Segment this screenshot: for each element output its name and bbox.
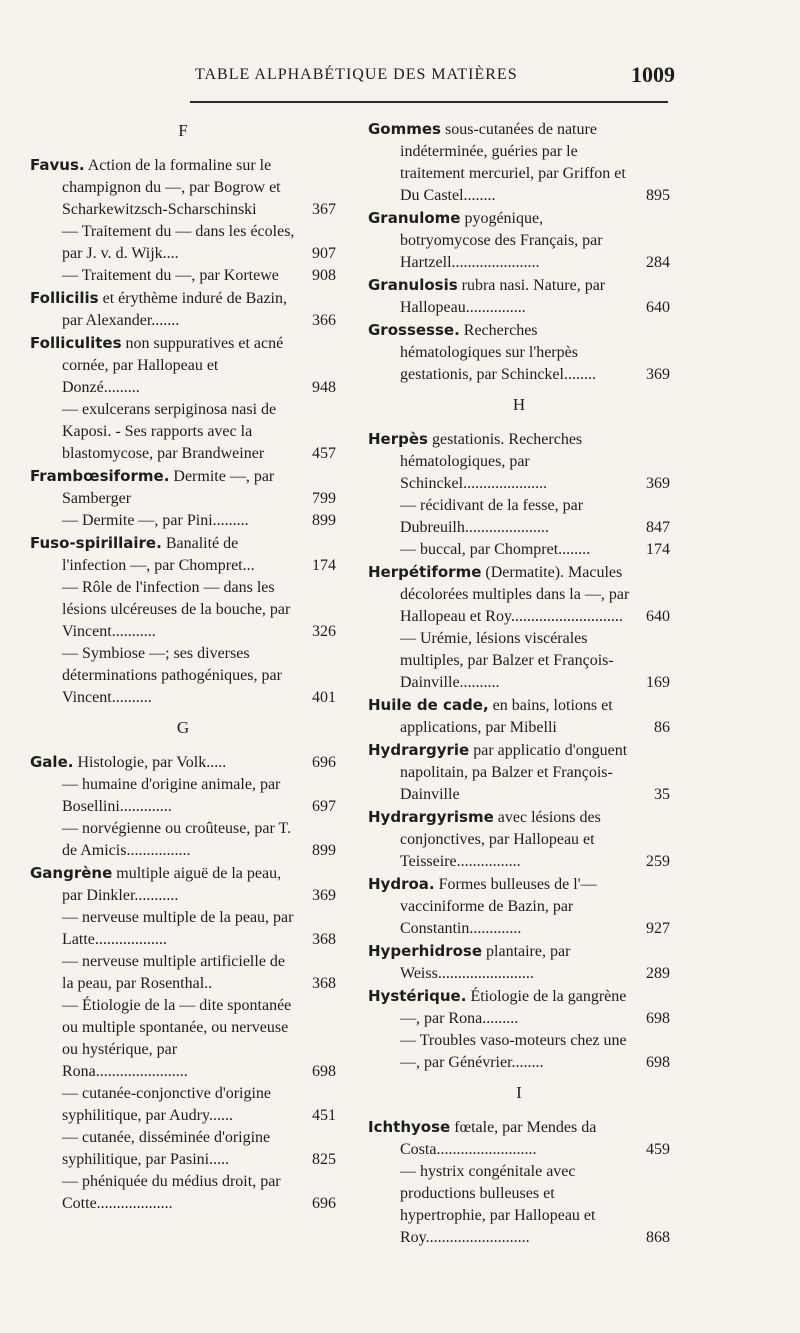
entry-keyword: Granulosis xyxy=(368,276,458,294)
entry-text xyxy=(62,907,336,951)
entry-description: — Troubles vaso-moteurs chez une —, par Génévrier........ xyxy=(400,1032,627,1071)
section-letter-g: G xyxy=(176,718,190,737)
page-reference: 868 xyxy=(646,1229,670,1246)
index-entry xyxy=(30,532,336,577)
entry-text xyxy=(62,265,336,287)
entry-description: rubra nasi. Nature, par Hallopeau............... xyxy=(400,277,606,316)
entry-text xyxy=(30,287,336,332)
entry-keyword: Gale. xyxy=(30,753,74,771)
entry-text xyxy=(62,818,336,862)
header-rule xyxy=(190,101,668,103)
entry-keyword: Gangrène xyxy=(30,864,113,882)
page-header xyxy=(195,62,675,90)
entry-text xyxy=(368,806,670,873)
entry-text xyxy=(30,332,336,399)
page-reference: 174 xyxy=(312,557,336,574)
entry-description: Recherches hématologiques sur l'herpès gestationis, par Schinckel........ xyxy=(400,322,596,383)
page-reference: 368 xyxy=(312,975,336,992)
entry-keyword: Hydroa. xyxy=(368,875,435,893)
entry-text xyxy=(400,628,670,694)
index-entry xyxy=(30,221,336,265)
page-reference: 640 xyxy=(646,608,670,625)
page-reference: 895 xyxy=(646,187,670,204)
index-entry xyxy=(30,332,336,399)
entry-description: (Dermatite). Macules décolorées multiples dans la —, par Hallopeau et Roy............................ xyxy=(400,564,630,625)
entry-text xyxy=(62,774,336,818)
entry-keyword: Hydrargyrisme xyxy=(368,808,494,826)
entry-text xyxy=(368,940,670,985)
entry-description: — Traitement du —, par Kortewe xyxy=(62,267,279,284)
page-reference: 899 xyxy=(312,512,336,529)
entry-text xyxy=(62,1171,336,1215)
entry-description: — hystrix congénitale avec productions bulleuses et hypertrophie, par Hallopeau et Roy.......................... xyxy=(400,1163,596,1246)
index-entry xyxy=(368,1116,670,1161)
index-entry xyxy=(30,265,336,287)
index-entry xyxy=(368,561,670,628)
page-reference: 459 xyxy=(646,1141,670,1158)
page-reference: 369 xyxy=(646,366,670,383)
entry-text xyxy=(400,1030,670,1074)
entry-keyword: Follicilis xyxy=(30,289,99,307)
index-entry xyxy=(30,399,336,465)
entry-description: Dermite —, par Samberger xyxy=(62,468,275,507)
entry-description: Formes bulleuses de l'— vacciniforme de Bazin, par Constantin............. xyxy=(400,876,597,937)
entry-description: — Étiologie de la — dite spontanée ou multiple spontanée, ou nerveuse ou hystérique, par Rona....................... xyxy=(62,997,292,1080)
entry-text xyxy=(368,561,670,628)
page-reference: 368 xyxy=(312,931,336,948)
entry-description: — nerveuse multiple artificielle de la peau, par Rosenthal.. xyxy=(62,953,286,992)
page-reference: 289 xyxy=(646,965,670,982)
page-reference: 366 xyxy=(312,312,336,329)
page-reference: 169 xyxy=(646,674,670,691)
page-reference: 401 xyxy=(312,689,336,706)
entry-text xyxy=(400,1161,670,1249)
index-entry xyxy=(30,1171,336,1215)
left-column xyxy=(30,118,336,1215)
entry-description: — cutanée-conjonctive d'origine syphilitique, par Audry...... xyxy=(62,1085,272,1124)
entry-keyword: Hydrargyrie xyxy=(368,741,470,759)
entry-description: — Symbiose —; ses diverses déterminations pathogéniques, par Vincent.......... xyxy=(62,645,282,706)
index-entry xyxy=(368,274,670,319)
page-reference: 86 xyxy=(654,719,670,736)
entry-text xyxy=(400,539,670,561)
entry-keyword: Folliculites xyxy=(30,334,122,352)
entry-text xyxy=(368,739,670,806)
index-entry xyxy=(30,154,336,221)
index-entry xyxy=(30,1127,336,1171)
page-reference: 698 xyxy=(312,1063,336,1080)
page-reference: 451 xyxy=(312,1107,336,1124)
entry-description: — cutanée, disséminée d'origine syphilitique, par Pasini..... xyxy=(62,1129,271,1168)
entry-description: — exulcerans serpiginosa nasi de Kaposi. - Ses rapports avec la blastomycose, par Brandweiner xyxy=(62,401,277,462)
entry-description: — Urémie, lésions viscérales multiples, par Balzer et François-Dainville.......... xyxy=(400,630,614,691)
entry-description: et érythème induré de Bazin, par Alexander....... xyxy=(62,290,287,329)
entry-text xyxy=(62,399,336,465)
page-reference: 698 xyxy=(646,1054,670,1071)
entry-text xyxy=(368,1116,670,1161)
index-entry xyxy=(368,694,670,739)
entry-keyword: Hyperhidrose xyxy=(368,942,483,960)
entry-keyword: Herpétiforme xyxy=(368,563,482,581)
entry-text xyxy=(368,873,670,940)
page-number: 1009 xyxy=(631,62,675,87)
index-entry xyxy=(30,907,336,951)
entry-text xyxy=(62,951,336,995)
entry-description: — Traitement du — dans les écoles, par J. v. d. Wijk.... xyxy=(62,223,295,262)
section-letter-f: F xyxy=(178,121,188,140)
index-entry xyxy=(30,287,336,332)
page-reference: 174 xyxy=(646,541,670,558)
page-reference: 369 xyxy=(646,475,670,492)
entry-text xyxy=(62,995,336,1083)
entry-description: non suppuratives et acné cornée, par Hallopeau et Donzé......... xyxy=(62,335,284,396)
index-entry xyxy=(368,806,670,873)
index-entry xyxy=(30,995,336,1083)
index-entry xyxy=(368,539,670,561)
entry-text xyxy=(368,207,670,274)
page-reference: 35 xyxy=(654,786,670,803)
page-reference: 457 xyxy=(312,445,336,462)
index-entry xyxy=(368,985,670,1030)
entry-text xyxy=(62,1127,336,1171)
page-reference: 326 xyxy=(312,623,336,640)
right-column xyxy=(368,118,670,1249)
page-reference: 640 xyxy=(646,299,670,316)
entry-text xyxy=(30,751,336,774)
index-entry xyxy=(368,940,670,985)
page-reference: 847 xyxy=(646,519,670,536)
entry-description: — buccal, par Chompret........ xyxy=(400,541,591,558)
index-entry xyxy=(368,118,670,207)
index-entry xyxy=(368,207,670,274)
page-reference: 908 xyxy=(312,267,336,284)
page-reference: 899 xyxy=(312,842,336,859)
index-entry xyxy=(368,495,670,539)
page-reference: 284 xyxy=(646,254,670,271)
entry-text xyxy=(368,428,670,495)
section-letter-h: H xyxy=(512,395,526,414)
index-entry xyxy=(30,510,336,532)
entry-text xyxy=(30,465,336,510)
entry-text xyxy=(368,118,670,207)
entry-description: — humaine d'origine animale, par Bosellini............. xyxy=(62,776,281,815)
entry-description: — Dermite —, par Pini......... xyxy=(62,512,249,529)
entry-description: en bains, lotions et applications, par Mibelli xyxy=(400,697,613,736)
entry-keyword: Gommes xyxy=(368,120,441,138)
entry-description: Histologie, par Volk..... xyxy=(77,754,227,771)
entry-description: par applicatio d'onguent napolitain, pa Balzer et François-Dainville xyxy=(400,742,628,803)
entry-text xyxy=(62,1083,336,1127)
entry-text xyxy=(400,495,670,539)
entry-text xyxy=(62,510,336,532)
entry-keyword: Frambœsiforme. xyxy=(30,467,170,485)
section-letter-i: I xyxy=(516,1083,522,1102)
entry-keyword: Fuso-spirillaire. xyxy=(30,534,162,552)
page-reference: 907 xyxy=(312,245,336,262)
index-entry xyxy=(30,577,336,643)
index-entry xyxy=(30,862,336,907)
entry-keyword: Huile de cade, xyxy=(368,696,489,714)
index-entry xyxy=(368,628,670,694)
entry-keyword: Grossesse. xyxy=(368,321,460,339)
index-entry xyxy=(30,1083,336,1127)
index-entry xyxy=(30,465,336,510)
index-entry xyxy=(30,951,336,995)
entry-keyword: Ichthyose xyxy=(368,1118,451,1136)
index-entry xyxy=(368,1030,670,1074)
entry-description: fœtale, par Mendes da Costa......................... xyxy=(400,1119,597,1158)
page-reference: 697 xyxy=(312,798,336,815)
entry-description: — nerveuse multiple de la peau, par Latte.................. xyxy=(62,909,294,948)
entry-description: gestationis. Recherches hématologiques, par Schinckel..................... xyxy=(400,431,583,492)
entry-keyword: Granulome xyxy=(368,209,461,227)
index-entry xyxy=(30,774,336,818)
entry-description: — Rôle de l'infection — dans les lésions ulcéreuses de la bouche, par Vincent........... xyxy=(62,579,291,640)
entry-keyword: Favus. xyxy=(30,156,85,174)
page-reference: 367 xyxy=(312,201,336,218)
entry-text xyxy=(30,154,336,221)
entry-description: — norvégienne ou croûteuse, par T. de Amicis................ xyxy=(62,820,292,859)
entry-description: pyogénique, botryomycose des Français, par Hartzell...................... xyxy=(400,210,603,271)
entry-description: Action de la formaline sur le champignon du —, par Bogrow et Scharkewitzsch-Scharschinski xyxy=(62,157,281,218)
entry-description: — phéniquée du médius droit, par Cotte................... xyxy=(62,1173,281,1212)
entry-text xyxy=(368,985,670,1030)
index-entry xyxy=(368,873,670,940)
entry-text xyxy=(62,221,336,265)
entry-text xyxy=(368,694,670,739)
running-title: TABLE ALPHABÉTIQUE DES MATIÈRES xyxy=(195,66,518,83)
entry-text xyxy=(368,319,670,386)
page-reference: 927 xyxy=(646,920,670,937)
entry-text xyxy=(30,532,336,577)
entry-text xyxy=(62,643,336,709)
page-reference: 698 xyxy=(646,1010,670,1027)
page-reference: 948 xyxy=(312,379,336,396)
entry-description: multiple aiguë de la peau, par Dinkler........... xyxy=(62,865,282,904)
entry-description: Étiologie de la gangrène —, par Rona......... xyxy=(400,988,627,1027)
page-reference: 696 xyxy=(312,754,336,771)
entry-text xyxy=(368,274,670,319)
index-entry xyxy=(30,751,336,774)
entry-description: avec lésions des conjonctives, par Hallopeau et Teisseire................ xyxy=(400,809,601,870)
index-entry xyxy=(30,643,336,709)
page-reference: 259 xyxy=(646,853,670,870)
page-reference: 825 xyxy=(312,1151,336,1168)
entry-text xyxy=(30,862,336,907)
index-entry xyxy=(368,1161,670,1249)
entry-description: Banalité de l'infection —, par Chompret... xyxy=(62,535,255,574)
page-reference: 696 xyxy=(312,1195,336,1212)
entry-description: plantaire, par Weiss........................ xyxy=(400,943,571,982)
entry-description: — récidivant de la fesse, par Dubreuilh..................... xyxy=(400,497,584,536)
entry-text xyxy=(62,577,336,643)
entry-keyword: Herpès xyxy=(368,430,428,448)
entry-description: sous-cutanées de nature indéterminée, guéries par le traitement mercuriel, par Griffon et Du Castel........ xyxy=(400,121,626,204)
index-entry xyxy=(30,818,336,862)
page-reference: 799 xyxy=(312,490,336,507)
index-entry xyxy=(368,428,670,495)
index-entry xyxy=(368,319,670,386)
entry-keyword: Hystérique. xyxy=(368,987,467,1005)
page-reference: 369 xyxy=(312,887,336,904)
index-entry xyxy=(368,739,670,806)
